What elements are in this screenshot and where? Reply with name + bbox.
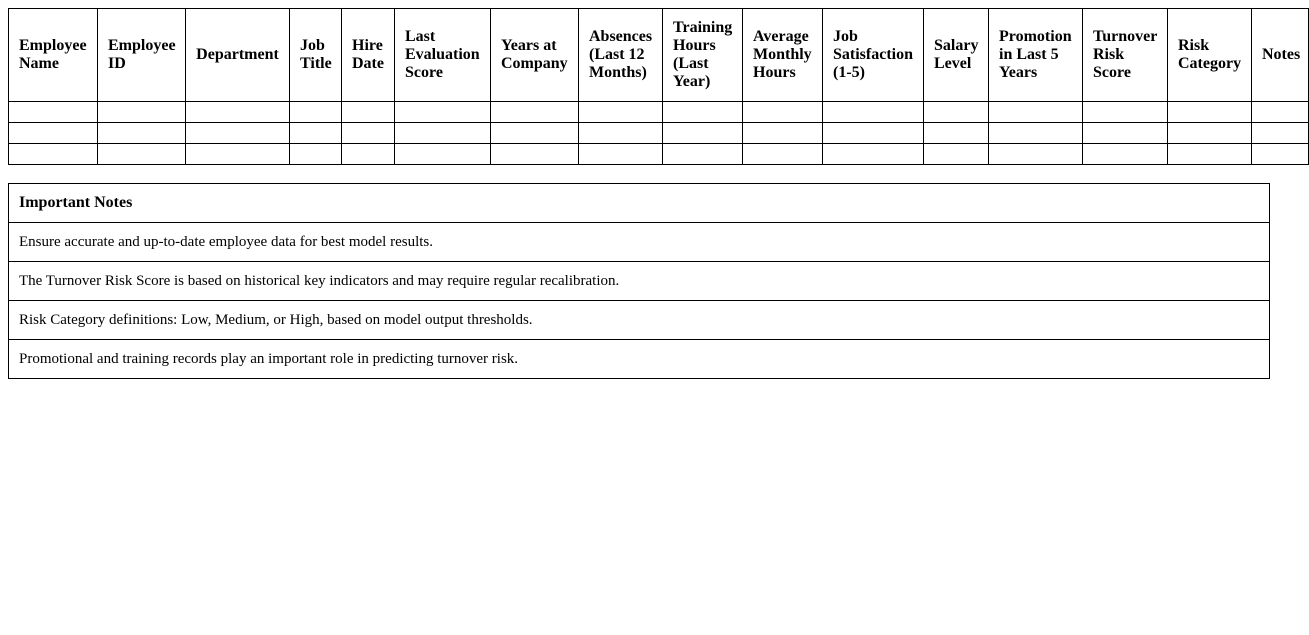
table-cell[interactable] [823, 144, 924, 165]
column-header-department: Department [186, 9, 290, 102]
column-header-employee-id: Employee ID [98, 9, 186, 102]
table-cell[interactable] [663, 123, 743, 144]
column-header-notes: Notes [1252, 9, 1309, 102]
column-header-training-hours: Training Hours (Last Year) [663, 9, 743, 102]
column-header-years-at-company: Years at Company [491, 9, 579, 102]
table-cell[interactable] [1083, 123, 1168, 144]
table-cell[interactable] [989, 102, 1083, 123]
column-header-absences: Absences (Last 12 Months) [579, 9, 663, 102]
column-header-average-monthly-hours: Average Monthly Hours [743, 9, 823, 102]
table-cell[interactable] [989, 123, 1083, 144]
column-header-risk-category: Risk Category [1168, 9, 1252, 102]
table-row [9, 144, 1309, 165]
table-cell[interactable] [579, 102, 663, 123]
table-cell[interactable] [1168, 123, 1252, 144]
table-cell[interactable] [1083, 144, 1168, 165]
table-cell[interactable] [1252, 144, 1309, 165]
table-cell[interactable] [9, 102, 98, 123]
table-cell[interactable] [1168, 102, 1252, 123]
table-cell[interactable] [9, 144, 98, 165]
table-row [9, 102, 1309, 123]
table-cell[interactable] [491, 102, 579, 123]
table-cell[interactable] [579, 123, 663, 144]
table-header-row [9, 9, 1309, 102]
important-notes-table [8, 183, 1270, 379]
table-cell[interactable] [743, 144, 823, 165]
note-item: Risk Category definitions: Low, Medium, or High, based on model output thresholds. [9, 301, 1270, 340]
table-cell[interactable] [395, 102, 491, 123]
table-cell[interactable] [1252, 102, 1309, 123]
table-cell[interactable] [98, 144, 186, 165]
table-cell[interactable] [989, 144, 1083, 165]
table-cell[interactable] [290, 144, 342, 165]
table-cell[interactable] [924, 102, 989, 123]
table-cell[interactable] [491, 123, 579, 144]
note-item: Promotional and training records play an important role in predicting turnover risk. [9, 340, 1270, 379]
note-item: The Turnover Risk Score is based on historical key indicators and may require regular recalibration. [9, 262, 1270, 301]
table-cell[interactable] [663, 102, 743, 123]
column-header-turnover-risk-score: Turnover Risk Score [1083, 9, 1168, 102]
column-header-job-satisfaction: Job Satisfaction (1-5) [823, 9, 924, 102]
table-cell[interactable] [1168, 144, 1252, 165]
table-cell[interactable] [342, 102, 395, 123]
table-cell[interactable] [743, 102, 823, 123]
table-cell[interactable] [98, 123, 186, 144]
table-cell[interactable] [290, 123, 342, 144]
table-cell[interactable] [186, 144, 290, 165]
table-cell[interactable] [290, 102, 342, 123]
table-cell[interactable] [186, 123, 290, 144]
table-cell[interactable] [924, 144, 989, 165]
column-header-job-title: Job Title [290, 9, 342, 102]
table-cell[interactable] [395, 144, 491, 165]
column-header-employee-name: Employee Name [9, 9, 98, 102]
table-cell[interactable] [395, 123, 491, 144]
table-cell[interactable] [823, 102, 924, 123]
table-row [9, 123, 1309, 144]
column-header-last-evaluation-score: Last Evaluation Score [395, 9, 491, 102]
table-cell[interactable] [1252, 123, 1309, 144]
table-cell[interactable] [491, 144, 579, 165]
table-cell[interactable] [342, 123, 395, 144]
table-cell[interactable] [1083, 102, 1168, 123]
column-header-salary-level: Salary Level [924, 9, 989, 102]
table-cell[interactable] [743, 123, 823, 144]
employee-turnover-table [8, 8, 1309, 165]
table-cell[interactable] [924, 123, 989, 144]
table-cell[interactable] [342, 144, 395, 165]
table-cell[interactable] [186, 102, 290, 123]
column-header-promotion: Promotion in Last 5 Years [989, 9, 1083, 102]
table-cell[interactable] [98, 102, 186, 123]
table-cell[interactable] [663, 144, 743, 165]
table-cell[interactable] [9, 123, 98, 144]
table-cell[interactable] [823, 123, 924, 144]
column-header-hire-date: Hire Date [342, 9, 395, 102]
important-notes-title: Important Notes [9, 184, 1270, 223]
note-item: Ensure accurate and up-to-date employee data for best model results. [9, 223, 1270, 262]
table-cell[interactable] [579, 144, 663, 165]
employee-table-container [8, 8, 1301, 165]
